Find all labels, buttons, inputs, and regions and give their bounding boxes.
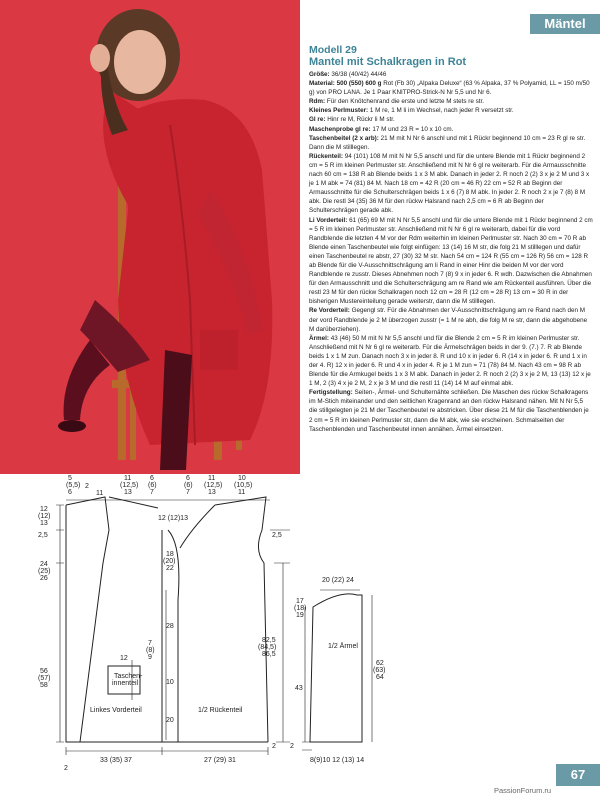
dim-top-4: 11 (12,5) 13: [120, 475, 139, 496]
model-title: Mantel mit Schalkragen in Rot: [309, 56, 467, 68]
dim-right-2: 82,5 (84,5) 86,5: [258, 637, 277, 658]
paragraph-left-front: Li Vorderteil: 61 (65) 69 M mit N Nr 5,5 anschl und für die untere Blende mit 1 Rückr beginnend 2 cm = 5 R im kleinen Perlmuster str. Anschließend mit N Nr 6 gl re weiterarb, dabei für die vord Randblende die letzten 4 M vor der Rdm weiterhin im kleinen Perlmuster str. Nach 30 cm = 70 R ab Blende einen Taschenbeutel wie folgt einfügen: 13 (14) 16 M str, die folg 21 M stilllegen und dafür einen Taschenbeutel re abstr, 27 (30) 32 M str. Nach 54 cm = 124 R (55 cm = 126 R) 56 cm = 128 R ab Blende für die V-Ausschnittschrägung am li Rand in einer Hinr die beiden M vor der vord Randblende re zusstr. Dieses Abnehmen noch 7 (8) 9 x in jeder 6. R wdh. Dazwischen die Abnahmen für den Armausschnitt und die Schulterschrägung am re Rand wie am Rückenteil ausführen. Über die restl 23 M für den rückw Schalkragen noch 12 cm = 28 R (12 cm = 28 R) 13 cm = 30 R in der bisherigen Mustereinteilung gerade weiterstr, dann die M stilllegen.: [309, 216, 593, 306]
dim-inner-10: 10: [166, 679, 174, 686]
dim-left-1: 12 (12) 13: [38, 506, 51, 527]
dim-bottom-1: 33 (35) 37: [100, 757, 132, 764]
paragraph-right-front: Re Vorderteil: Gegengl str. Für die Abnahmen der V-Ausschnittschrägung am re Rand nach den M der vord Randblende je 2 M überzogen zusstr (= 1 M re abh, die folg M re str, dann die abgehobene M darüberziehen).: [309, 307, 588, 333]
sleeve-top-dim: 20 (22) 24: [322, 577, 354, 584]
red-coat: [118, 99, 272, 445]
paragraph-edge: Rdm: Für den Knötchenrand die erste und letzte M stets re str.: [309, 98, 484, 106]
pocket-label: Taschen-innenteil: [112, 673, 143, 687]
dim-top-6: 6 (6) 7: [184, 475, 193, 496]
paragraph-gauge: Maschenprobe gl re: 17 M und 23 R = 10 x 10 cm.: [309, 125, 454, 133]
dim-neck: 12 (12)13: [158, 515, 188, 522]
model-photo: [0, 0, 300, 474]
watermark: PassionForum.ru: [494, 786, 552, 795]
dim-left-4: 56 (57) 58: [38, 668, 51, 689]
paragraph-finishing: Fertigstellung: Seiten-, Ärmel- und Schulternähte schließen. Die Maschen des rückw Schalkragens im M-Stich miteinander und den seitlichen Kragenrand an den rückw Halsrand nähen. Mit N Nr 5,5 die stillgelegten je 21 M der Taschenbeutel re abstricken. Über diese 21 M für die Taschenblenden je 2 cm = 5 R im kleinen Perlmuster str, dann die M abk, wie sie erscheinen. Schmalseiten der Taschenblenden und Taschenbeutel innen annähen. Ärmel einsetzen.: [309, 389, 589, 433]
dim-right-3: 2: [272, 743, 276, 750]
paragraph-pocket-lining: Taschenbeitel (2 x arb): 21 M mit N Nr 6 anschl und mit 1 Rückr beginnend 10 cm = 23 R gl re str. Dann die M stilllegen.: [309, 134, 586, 151]
dim-inner-pocket: 7 (8) 9: [146, 640, 155, 661]
sleeve-length-dim: 62 (63) 64: [373, 660, 386, 681]
dim-left-5: 2: [64, 765, 68, 772]
dim-top-1: 5 (5,5) 6: [66, 475, 81, 496]
sleeve-bottom-dim: 8(9)10 12 (13) 14: [310, 757, 365, 764]
paragraph-size: Größe: 36/38 (40/42) 44/46: [309, 71, 387, 78]
back-label: 1/2 Rückenteil: [198, 707, 243, 714]
dim-inner-20: 20: [166, 717, 174, 724]
dim-left-3: 24 (25) 26: [38, 561, 51, 582]
instructions-text: [309, 44, 593, 434]
sleeve-bottom-left: 2: [290, 743, 294, 750]
paragraph-sleeves: Ärmel: 43 (46) 50 M mit N Nr 5,5 anschl und für die Blende 2 cm = 5 R im kleinen Perlmuster str. Anschließend mit N Nr 6 gl re weiterarb. Für die Ärmelschrägen beids in der 9. (7.) 7. R ab Blende beids 1 x 1 M zun. Danach noch 3 x in jeder 8. R und 10 x in jeder 6. R (14 x in jeder 6. R und 1 x in der 4. R) 12 x in jeder 6. R und 4 x in jeder 4. R je 1 M zun = 71 (78) 84 M. Nach 43 cm = 98 R ab Blende für die Armkugel beids 1 x 3 M abk. Danach in jeder 2. R noch 2 (2) 3 x je 2 M, 13 (13) 12 x je 1 M, 2 (3) 4 x je 2 M, 2 x je 3 M und die restl 11 (14) 14 M auf einmal abk.: [309, 334, 591, 388]
paragraph-stockinette: Gl re: Hinr re M, Rückr li M str.: [309, 116, 395, 124]
model-number: Modell 29: [309, 44, 357, 56]
dim-top-7: 11 (12,5) 13: [204, 475, 223, 496]
dim-top-5: 6 (6) 7: [148, 475, 157, 496]
body-outline: [66, 497, 109, 742]
paragraph-material: Material: 500 (550) 600 g Rot (Fb 30) „Alpaka Deluxe“ (63 % Alpaka, 37 % Polyamid, LL = 150 m/50 g) von PRO LANA. Je 1 Paar KNITPRO-Strick-N Nr 5,5 und Nr 6.: [309, 80, 590, 97]
dim-top-8: 10 (10,5) 11: [234, 475, 253, 496]
dim-left-2: 2,5: [38, 532, 48, 539]
section-tag: Mäntel: [530, 14, 600, 34]
dim-inner-28: 28: [166, 623, 174, 630]
sleeve-side-dim: 43: [295, 685, 303, 692]
dim-right-1: 2,5: [272, 532, 282, 539]
sleeve-cap-dim: 17 (18) 19: [294, 598, 307, 619]
dim-bottom-2: 27 (29) 31: [204, 757, 236, 764]
dim-inner-armhole: 18 (20) 22: [163, 551, 176, 572]
dim-inner-pocket-width: 12: [120, 655, 128, 662]
sleeve-label: 1/2 Ärmel: [328, 643, 358, 650]
dim-top-2: 2: [85, 483, 89, 490]
front-label: Linkes Vorderteil: [90, 707, 142, 714]
paragraph-back: Rückenteil: 94 (101) 108 M mit N Nr 5,5 anschl und für die untere Blende mit 1 Rückr beginnend 2 cm = 5 R im kleinen Perlmuster str. Anschließend mit N Nr 6 gl re weiterarb. Für die Armausschnitte nach 60 cm = 138 R ab Blende beids 1 x 3 M abk. Danach in jeder 2. R noch 2 (2) 3 x je 2 M und 3 x je 1 M abk = 74 (81) 84 M. Nach 18 cm = 42 R (20 cm = 46 R) 22 cm = 52 R ab Beginn der Armausschnitte für die Schulterschrägen beids 1 x 6 (7) 8 M abk. In jeder 2. R noch 2 x je 7 (8) 8 M abk. Die restl 34 (35) 36 M für den rückw Halsrand nach 2,5 cm = 6 R ab Beginn der Schulterschrägen gerade abk.: [309, 152, 590, 215]
page-number: 67: [556, 764, 600, 786]
pattern-schematic: [0, 474, 600, 800]
paragraph-seed-stitch: Kleines Perlmuster: 1 M re, 1 M li im Wechsel, nach jeder R versetzt str.: [309, 107, 514, 115]
dim-top-3: 11: [96, 490, 104, 497]
sleeve-outline: [310, 594, 362, 742]
